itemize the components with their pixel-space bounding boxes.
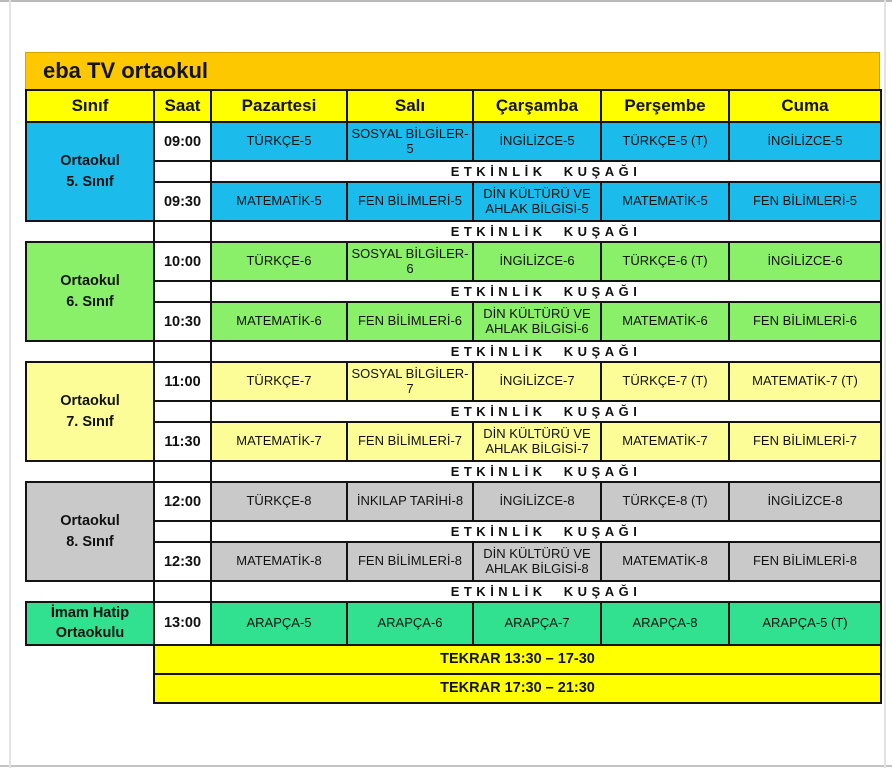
empty-time-cell: [154, 401, 211, 422]
subject-cell: İNGİLİZCE-5: [473, 122, 601, 161]
time-cell: 12:30: [154, 542, 211, 581]
subject-cell: MATEMATİK-7: [211, 422, 347, 461]
activity-band: ETKİNLİK KUŞAĞI: [211, 461, 881, 482]
subject-cell: MATEMATİK-5: [211, 182, 347, 221]
time-cell: 10:00: [154, 242, 211, 281]
subject-cell: İNGİLİZCE-7: [473, 362, 601, 401]
activity-band-separator-row: [26, 461, 881, 482]
class-cell-imam-hatip: [26, 602, 154, 645]
column-header-saat: Saat: [154, 90, 211, 122]
activity-band: ETKİNLİK KUŞAĞI: [211, 521, 881, 542]
screenshot-left-edge-line: [9, 0, 11, 768]
column-header-cuma: Cuma: [729, 90, 881, 122]
subject-cell: DİN KÜLTÜRÜ VE AHLAK BİLGİSİ-5: [473, 182, 601, 221]
schedule-row-imam-hatip: [26, 602, 881, 645]
subject-cell: FEN BİLİMLERİ-5: [347, 182, 473, 221]
subject-cell: ARAPÇA-5: [211, 602, 347, 645]
class-cell-grade7: [26, 362, 154, 461]
subject-cell: İNGİLİZCE-8: [729, 482, 881, 521]
spacer-cell: [26, 341, 154, 362]
subject-cell: FEN BİLİMLERİ-7: [729, 422, 881, 461]
time-cell: 10:30: [154, 302, 211, 341]
screenshot-bottom-edge-line: [0, 765, 892, 767]
activity-band-row: [26, 401, 881, 422]
activity-band: ETKİNLİK KUŞAĞI: [211, 401, 881, 422]
subject-cell: MATEMATİK-7: [601, 422, 729, 461]
class-name-line: İmam Hatip: [50, 605, 130, 621]
subject-cell: ARAPÇA-7: [473, 602, 601, 645]
schedule-sheet: [25, 52, 880, 704]
subject-cell: İNGİLİZCE-5: [729, 122, 881, 161]
activity-band: ETKİNLİK KUŞAĞI: [211, 221, 881, 242]
schedule-row: [26, 242, 881, 281]
subject-cell: FEN BİLİMLERİ-5: [729, 182, 881, 221]
activity-band-separator-row: [26, 341, 881, 362]
class-name-line: Ortaokul: [60, 153, 120, 170]
spacer-cell: [26, 581, 154, 602]
subject-cell: FEN BİLİMLERİ-6: [729, 302, 881, 341]
spacer-cell: [26, 221, 154, 242]
activity-band-row: [26, 281, 881, 302]
activity-band: ETKİNLİK KUŞAĞI: [211, 161, 881, 182]
class-name-line: 7. Sınıf: [66, 413, 114, 430]
subject-cell: İNGİLİZCE-6: [473, 242, 601, 281]
subject-cell: SOSYAL BİLGİLER-6: [347, 242, 473, 281]
class-cell-grade5: [26, 122, 154, 221]
subject-cell: FEN BİLİMLERİ-6: [347, 302, 473, 341]
column-header-pazartesi: Pazartesi: [211, 90, 347, 122]
subject-cell: TÜRKÇE-7 (T): [601, 362, 729, 401]
subject-cell: ARAPÇA-8: [601, 602, 729, 645]
time-cell: 11:00: [154, 362, 211, 401]
subject-cell: TÜRKÇE-8: [211, 482, 347, 521]
subject-cell: ARAPÇA-6: [347, 602, 473, 645]
subject-cell: MATEMATİK-8: [211, 542, 347, 581]
column-header-persembe: Perşembe: [601, 90, 729, 122]
time-cell: 11:30: [154, 422, 211, 461]
repeat-band-row: [26, 645, 881, 674]
spacer-cell: [26, 674, 154, 703]
class-name-line: 5. Sınıf: [66, 173, 114, 190]
header-row: [26, 90, 881, 122]
class-cell-grade8: [26, 482, 154, 581]
repeat-band-1: TEKRAR 13:30 – 17-30: [154, 645, 881, 674]
column-header-carsamba: Çarşamba: [473, 90, 601, 122]
schedule-row: [26, 122, 881, 161]
empty-time-cell: [154, 281, 211, 302]
time-cell: 09:30: [154, 182, 211, 221]
subject-cell: TÜRKÇE-6: [211, 242, 347, 281]
schedule-row: [26, 302, 881, 341]
subject-cell: TÜRKÇE-6 (T): [601, 242, 729, 281]
subject-cell: SOSYAL BİLGİLER-7: [347, 362, 473, 401]
spacer-cell: [26, 461, 154, 482]
time-cell: 12:00: [154, 482, 211, 521]
schedule-table: [25, 89, 882, 704]
schedule-row: [26, 542, 881, 581]
class-cell-grade6: [26, 242, 154, 341]
subject-cell: TÜRKÇE-7: [211, 362, 347, 401]
subject-cell: MATEMATİK-8: [601, 542, 729, 581]
screenshot-right-edge-line: [884, 0, 886, 768]
repeat-band-row: [26, 674, 881, 703]
class-name-line: Ortaokul: [60, 513, 120, 530]
time-cell: 13:00: [154, 602, 211, 645]
column-header-sali: Salı: [347, 90, 473, 122]
schedule-row: [26, 422, 881, 461]
activity-band-separator-row: [26, 221, 881, 242]
empty-time-cell: [154, 341, 211, 362]
class-name-line: Ortaokulu: [55, 625, 125, 642]
page-title: eba TV ortaokul: [25, 52, 880, 89]
activity-band: ETKİNLİK KUŞAĞI: [211, 581, 881, 602]
subject-cell: İNKILAP TARİHİ-8: [347, 482, 473, 521]
spacer-cell: [26, 645, 154, 674]
class-name-line: 6. Sınıf: [66, 293, 114, 310]
class-name-line: 8. Sınıf: [66, 533, 114, 550]
subject-cell: MATEMATİK-6: [211, 302, 347, 341]
empty-time-cell: [154, 221, 211, 242]
schedule-row: [26, 482, 881, 521]
empty-time-cell: [154, 581, 211, 602]
activity-band-separator-row: [26, 581, 881, 602]
activity-band-row: [26, 521, 881, 542]
class-name-line: Ortaokul: [60, 393, 120, 410]
subject-cell: İNGİLİZCE-8: [473, 482, 601, 521]
activity-band: ETKİNLİK KUŞAĞI: [211, 341, 881, 362]
time-cell: 09:00: [154, 122, 211, 161]
subject-cell: DİN KÜLTÜRÜ VE AHLAK BİLGİSİ-8: [473, 542, 601, 581]
subject-cell: ARAPÇA-5 (T): [729, 602, 881, 645]
subject-cell: MATEMATİK-7 (T): [729, 362, 881, 401]
column-header-sinif: Sınıf: [26, 90, 154, 122]
subject-cell: FEN BİLİMLERİ-7: [347, 422, 473, 461]
subject-cell: DİN KÜLTÜRÜ VE AHLAK BİLGİSİ-6: [473, 302, 601, 341]
screenshot-top-edge-line: [0, 0, 892, 2]
subject-cell: İNGİLİZCE-6: [729, 242, 881, 281]
subject-cell: TÜRKÇE-5: [211, 122, 347, 161]
subject-cell: MATEMATİK-6: [601, 302, 729, 341]
schedule-row: [26, 182, 881, 221]
class-name-line: Ortaokul: [60, 273, 120, 290]
subject-cell: TÜRKÇE-8 (T): [601, 482, 729, 521]
subject-cell: DİN KÜLTÜRÜ VE AHLAK BİLGİSİ-7: [473, 422, 601, 461]
empty-time-cell: [154, 461, 211, 482]
empty-time-cell: [154, 521, 211, 542]
repeat-band-2: TEKRAR 17:30 – 21:30: [154, 674, 881, 703]
subject-cell: FEN BİLİMLERİ-8: [347, 542, 473, 581]
empty-time-cell: [154, 161, 211, 182]
schedule-row: [26, 362, 881, 401]
activity-band-row: [26, 161, 881, 182]
subject-cell: TÜRKÇE-5 (T): [601, 122, 729, 161]
activity-band: ETKİNLİK KUŞAĞI: [211, 281, 881, 302]
subject-cell: FEN BİLİMLERİ-8: [729, 542, 881, 581]
subject-cell: SOSYAL BİLGİLER-5: [347, 122, 473, 161]
subject-cell: MATEMATİK-5: [601, 182, 729, 221]
